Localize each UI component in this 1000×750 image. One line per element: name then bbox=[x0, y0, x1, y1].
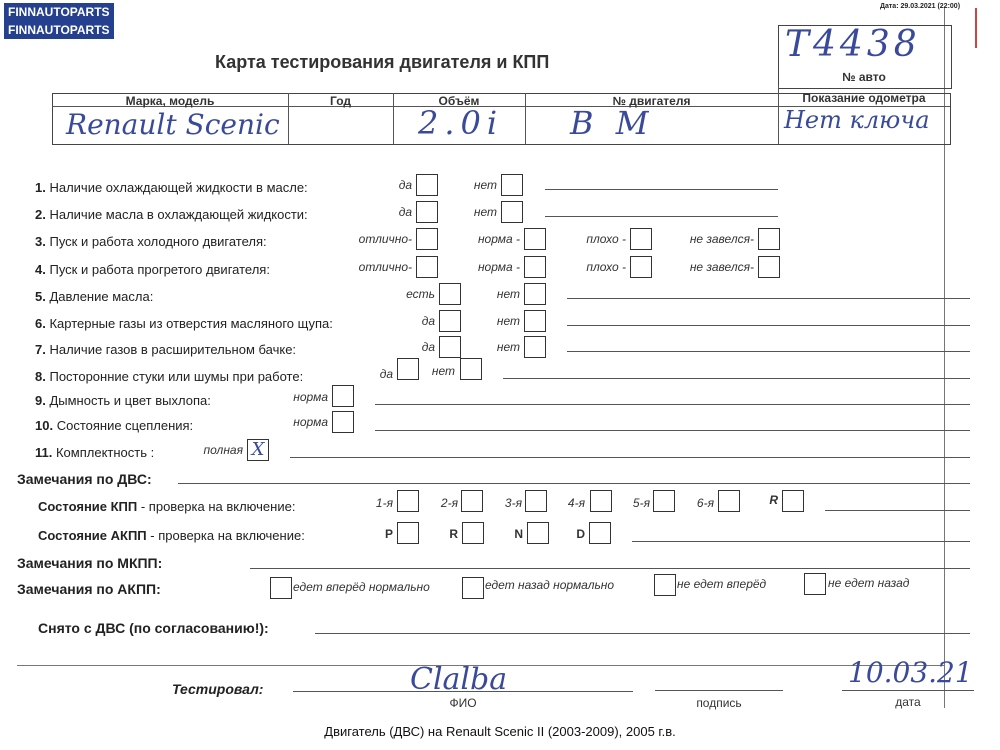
option-label: норма - bbox=[477, 232, 520, 246]
sign-label: подпись bbox=[696, 696, 742, 710]
answer-line bbox=[375, 404, 970, 405]
auto-number-label: № авто bbox=[842, 70, 886, 84]
question-number: 10. bbox=[35, 418, 54, 433]
gear-label: 4-я bbox=[567, 496, 585, 510]
tested-label: Тестировал: bbox=[172, 681, 264, 697]
option-label: нет bbox=[431, 364, 455, 378]
question-9 bbox=[35, 393, 211, 408]
answer-line bbox=[250, 568, 970, 569]
question-text: Комплектность : bbox=[55, 445, 155, 460]
question-6 bbox=[35, 316, 333, 331]
checkbox[interactable] bbox=[332, 385, 354, 407]
option-label: отлично- bbox=[358, 260, 412, 274]
gear-label: 6-я bbox=[696, 496, 714, 510]
header-odometer: Показание одометра bbox=[802, 91, 926, 105]
dvs-remarks-label: Замечания по ДВС: bbox=[17, 471, 152, 487]
fio-label: ФИО bbox=[449, 696, 477, 710]
mkpp-remarks-label: Замечания по МКПП: bbox=[17, 555, 163, 571]
gear-label: 5-я bbox=[632, 496, 650, 510]
option-label: плохо - bbox=[586, 232, 626, 246]
checkbox[interactable] bbox=[416, 256, 438, 278]
watermark-logo: FINNAUTOPARTS bbox=[4, 3, 114, 21]
checkbox[interactable] bbox=[332, 411, 354, 433]
engine-value: B M bbox=[570, 104, 655, 142]
answer-line bbox=[315, 633, 970, 634]
answer-line bbox=[825, 510, 970, 511]
mode-checkbox[interactable] bbox=[397, 522, 419, 544]
gear-checkbox[interactable] bbox=[397, 490, 419, 512]
question-text: Пуск и работа холодного двигателя: bbox=[49, 234, 267, 249]
kpp-label-rest: - проверка на включение: bbox=[137, 499, 296, 514]
option-label: да bbox=[421, 314, 435, 328]
question-number: 8. bbox=[35, 369, 46, 384]
sign-line bbox=[655, 690, 783, 691]
option-label: отлично- bbox=[358, 232, 412, 246]
gear-checkbox[interactable] bbox=[718, 490, 740, 512]
question-3 bbox=[35, 234, 267, 249]
question-11 bbox=[35, 445, 154, 460]
option-label: нет bbox=[473, 205, 497, 219]
option-label: не завелся- bbox=[689, 260, 754, 274]
question-text: Состояние сцепления: bbox=[56, 418, 194, 433]
question-text: Давление масла: bbox=[49, 289, 154, 304]
akpp-label-bold: Состояние АКПП bbox=[38, 528, 147, 543]
mode-checkbox[interactable] bbox=[527, 522, 549, 544]
option-label: полная bbox=[203, 443, 243, 457]
option-label: нет bbox=[473, 178, 497, 192]
option-label: норма bbox=[293, 415, 328, 429]
option-label: да bbox=[398, 205, 412, 219]
page-title: Карта тестирования двигателя и КПП bbox=[215, 52, 550, 72]
odometer-value: Нет ключа bbox=[784, 106, 930, 134]
question-number: 11. bbox=[35, 445, 53, 460]
question-number: 2. bbox=[35, 207, 46, 222]
gear-checkbox[interactable] bbox=[653, 490, 675, 512]
option-label: да bbox=[398, 178, 412, 192]
question-text: Картерные газы из отверстия масляного щупа: bbox=[49, 316, 333, 331]
akpp-remark-checkbox[interactable] bbox=[462, 577, 484, 599]
option-label: норма bbox=[293, 390, 328, 404]
akpp-remark-checkbox[interactable] bbox=[654, 574, 676, 596]
red-mark bbox=[975, 8, 977, 48]
gear-checkbox[interactable] bbox=[590, 490, 612, 512]
header-year: Год bbox=[330, 94, 351, 108]
answer-line bbox=[503, 378, 970, 379]
gear-label: R bbox=[769, 493, 778, 507]
photo-caption: Двигатель (ДВС) на Renault Scenic II (2003-2009), 2005 г.в. bbox=[324, 724, 676, 739]
volume-value: 2.0i bbox=[418, 104, 504, 142]
gear-label: 2-я bbox=[440, 496, 458, 510]
checkbox[interactable] bbox=[501, 174, 523, 196]
answer-line bbox=[290, 457, 970, 458]
tester-signature: Clalba bbox=[410, 662, 508, 697]
question-text: Наличие охлаждающей жидкости в масле: bbox=[49, 180, 308, 195]
question-4 bbox=[35, 262, 270, 277]
date-line bbox=[842, 690, 974, 691]
option-label: да bbox=[379, 367, 393, 381]
mode-label: P bbox=[384, 527, 393, 541]
fio-line bbox=[293, 691, 633, 692]
question-number: 3. bbox=[35, 234, 46, 249]
question-text: Пуск и работа прогретого двигателя: bbox=[49, 262, 270, 277]
gear-label: 1-я bbox=[375, 496, 393, 510]
header-model: Марка, модель bbox=[125, 94, 215, 108]
option-label: не завелся- bbox=[689, 232, 754, 246]
auto-number-value: Т4438 bbox=[785, 24, 921, 65]
option-label: плохо - bbox=[586, 260, 626, 274]
question-number: 6. bbox=[35, 316, 46, 331]
checkbox[interactable] bbox=[524, 336, 546, 358]
checkbox[interactable] bbox=[524, 310, 546, 332]
checkbox[interactable] bbox=[439, 336, 461, 358]
header-engine: № двигателя bbox=[612, 94, 691, 108]
checkbox[interactable] bbox=[758, 228, 780, 250]
question-text: Посторонние стуки или шумы при работе: bbox=[49, 369, 304, 384]
answer-line bbox=[567, 325, 970, 326]
checkbox[interactable] bbox=[524, 228, 546, 250]
checkbox[interactable] bbox=[630, 228, 652, 250]
option-label: нет bbox=[496, 314, 520, 328]
akpp-label-rest: - проверка на включение: bbox=[146, 528, 305, 543]
question-2 bbox=[35, 207, 308, 222]
kpp-label-bold: Состояние КПП bbox=[38, 499, 138, 514]
date-value: 10.03.21 bbox=[848, 656, 973, 689]
question-number: 4. bbox=[35, 262, 46, 277]
mode-label: R bbox=[449, 527, 458, 541]
answer-line bbox=[567, 351, 970, 352]
question-number: 5. bbox=[35, 289, 46, 304]
gear-checkbox[interactable] bbox=[461, 490, 483, 512]
akpp-remark-checkbox[interactable] bbox=[270, 577, 292, 599]
gear-label: 3-я bbox=[504, 496, 522, 510]
question-1 bbox=[35, 180, 308, 195]
akpp-label bbox=[38, 528, 305, 543]
checkbox[interactable] bbox=[397, 358, 419, 380]
answer-line bbox=[632, 541, 970, 542]
checkbox[interactable] bbox=[758, 256, 780, 278]
question-text: Наличие газов в расширительном бачке: bbox=[49, 342, 297, 357]
option-label: нет bbox=[496, 287, 520, 301]
question-8 bbox=[35, 369, 303, 384]
mode-label: D bbox=[576, 527, 585, 541]
gear-checkbox[interactable] bbox=[782, 490, 804, 512]
akpp-remark-label: не едет назад bbox=[828, 576, 910, 590]
watermark-logo: FINNAUTOPARTS bbox=[4, 21, 114, 39]
akpp-remark-label: не едет вперёд bbox=[677, 577, 767, 591]
answer-line bbox=[375, 430, 970, 431]
date-label: дата bbox=[895, 695, 921, 709]
checkbox[interactable] bbox=[439, 283, 461, 305]
removed-label: Снято с ДВС (по согласованию!): bbox=[38, 620, 269, 636]
option-label: да bbox=[421, 340, 435, 354]
checkbox[interactable] bbox=[524, 256, 546, 278]
question-text: Дымность и цвет выхлопа: bbox=[49, 393, 211, 408]
model-value: Renault Scenic bbox=[66, 108, 280, 141]
question-10 bbox=[35, 418, 193, 433]
question-number: 7. bbox=[35, 342, 46, 357]
mode-label: N bbox=[514, 527, 523, 541]
checkbox[interactable] bbox=[416, 228, 438, 250]
question-text: Наличие масла в охлаждающей жидкости: bbox=[49, 207, 308, 222]
answer-line bbox=[545, 216, 778, 217]
answer-line bbox=[545, 189, 778, 190]
checkbox[interactable] bbox=[439, 310, 461, 332]
akpp-remark-label: едет назад нормально bbox=[485, 578, 615, 592]
option-label: норма - bbox=[477, 260, 520, 274]
akpp-remark-label: едет вперёд нормально bbox=[293, 580, 430, 594]
mode-checkbox[interactable] bbox=[462, 522, 484, 544]
question-number: 9. bbox=[35, 393, 46, 408]
answer-line bbox=[178, 483, 970, 484]
mode-checkbox[interactable] bbox=[589, 522, 611, 544]
checkbox[interactable] bbox=[501, 201, 523, 223]
checkbox[interactable] bbox=[630, 256, 652, 278]
akpp-remarks-label: Замечания по АКПП: bbox=[17, 581, 161, 597]
question-number: 1. bbox=[35, 180, 46, 195]
option-label: нет bbox=[496, 340, 520, 354]
checkbox-checked[interactable]: X bbox=[247, 439, 269, 461]
akpp-remark-checkbox[interactable] bbox=[804, 573, 826, 595]
checkbox[interactable] bbox=[460, 358, 482, 380]
answer-line bbox=[567, 298, 970, 299]
header-volume: Объём bbox=[438, 94, 480, 108]
option-label: есть bbox=[406, 287, 435, 301]
checkbox[interactable] bbox=[524, 283, 546, 305]
kpp-label bbox=[38, 499, 295, 514]
question-5 bbox=[35, 289, 153, 304]
date-stamp: Дата: 29.03.2021 (22:00) bbox=[880, 3, 961, 10]
gear-checkbox[interactable] bbox=[525, 490, 547, 512]
question-7 bbox=[35, 342, 296, 357]
